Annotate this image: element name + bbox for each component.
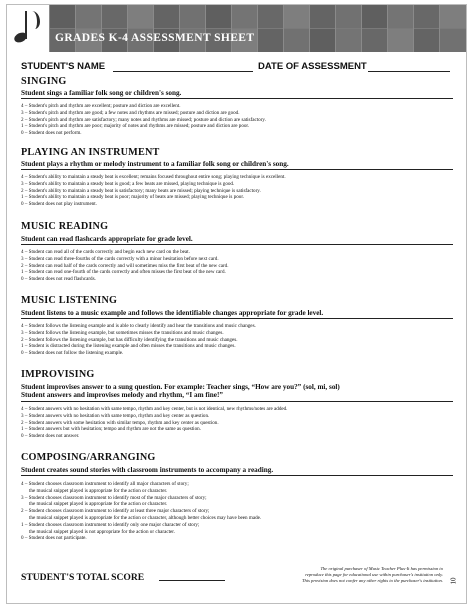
scoring-criteria — [21, 323, 461, 357]
criterion: 2 – Student can read half of the cards correctly and will sometimes miss the first beat of the new card. — [21, 262, 229, 269]
criterion: 0 – Student does not read flashcards. — [21, 276, 96, 283]
section-title-music-listening: MUSIC LISTENING — [21, 295, 118, 306]
criterion: 1 – Student's pitch and rhythm are poor; majority of notes and rhythms are missed; posture and diction are poor. — [21, 123, 250, 130]
criterion: 3 – Student follows the listening example, but sometimes misses the transitions and music changes. — [21, 329, 224, 336]
section-description: Student improvises answer to a sung question. For example: Teacher sings, “How are you?” (sol, mi, sol) Student answers and improvises melody and rhythm, “I am fine!” — [21, 383, 453, 402]
criterion: 4 – Student's pitch and rhythm are excellent; posture and diction are excellent. — [21, 103, 181, 109]
music-note-icon — [7, 5, 49, 52]
criterion: 4 – Student's ability to maintain a steady beat is excellent; remains focused throughout entire song; playing technique is excellent. — [21, 174, 286, 180]
criterion-continuation: the musical snippet played is not appropriate for the action or character. — [29, 528, 175, 535]
sheet-title: GRADES K-4 ASSESSMENT SHEET — [55, 32, 255, 44]
criterion: 2 – Student follows the listening example, but has difficulty identifying the transitions and music changes. — [21, 336, 238, 343]
scoring-criteria — [21, 249, 461, 283]
criterion: 1 – Student can read one-fourth of the cards correctly and often misses the first beat of the new card. — [21, 269, 226, 276]
criterion: 0 – Student does not answer. — [21, 433, 80, 440]
criterion: 2 – Student's ability to maintain a steady beat is satisfactory; many beats are missed; playing technique is satisfactory. — [21, 187, 261, 194]
criterion: 4 – Student follows the listening example and is able to clearly identify and hear the transitions and music changes. — [21, 323, 256, 329]
date-label: DATE OF ASSESSMENT — [258, 61, 367, 72]
student-name-label: STUDENT'S NAME — [21, 61, 106, 72]
criterion: 4 – Student can read all of the cards correctly and begin each new card on the beat. — [21, 249, 190, 255]
criterion: 2 – Student chooses classroom instrument to identify at least three major characters of story; — [21, 508, 210, 515]
criterion-continuation: the musical snippet played is appropriate for the action or character, although better choices may have been made. — [29, 514, 262, 521]
assessment-sheet — [6, 4, 467, 604]
section-title-singing: SINGING — [21, 76, 67, 87]
criterion-continuation: the musical snippet played is appropriate for the action or character. — [29, 501, 168, 508]
criterion: 1 – Student chooses classroom instrument to identify only one major character of story; — [21, 521, 200, 528]
criterion: 3 – Student can read three-fourths of the cards correctly with a minor hesitation before next card. — [21, 255, 219, 262]
date-field[interactable] — [368, 71, 450, 72]
scoring-criteria — [21, 103, 461, 137]
total-score-field[interactable] — [159, 580, 225, 581]
section-title-music-reading: MUSIC READING — [21, 221, 109, 232]
copyright-notice: The original purchaser of Music Teacher Plus-It has permission to reproduce this page for educational use within purchaser's institution only. This provision does not confer any other rights to the purchaser's institution. — [301, 566, 443, 584]
criterion: 3 – Student's ability to maintain a steady beat is good; a few beats are missed, playing technique is good. — [21, 180, 235, 187]
total-score-label: STUDENT'S TOTAL SCORE — [21, 572, 145, 583]
scoring-criteria — [21, 174, 461, 208]
scoring-criteria — [21, 481, 461, 542]
criterion: 3 – Student chooses classroom instrument to identify most of the major characters of story; — [21, 494, 207, 501]
page-number: 10 — [449, 577, 458, 585]
criterion: 0 – Student does not follow the listening example. — [21, 350, 124, 357]
section-title-playing-instrument: PLAYING AN INSTRUMENT — [21, 147, 160, 158]
criterion: 0 – Student does not play instrument. — [21, 201, 97, 208]
criterion: 3 – Student answers with no hesitation with same tempo, rhythm and key center as question. — [21, 412, 210, 419]
section-description: Student plays a rhythm or melody instrument to a familiar folk song or children's song. — [21, 160, 453, 170]
criterion-continuation: the musical snippet played is appropriate for the action or character. — [29, 487, 168, 494]
criterion: 4 – Student answers with no hesitation with same tempo, rhythm and key center, but is not identical, new rhythms/notes are added. — [21, 406, 288, 412]
section-description: Student listens to a music example and follows the identifiable changes appropriate for grade level. — [21, 309, 453, 319]
section-description: Student sings a familiar folk song or children's song. — [21, 89, 453, 99]
criterion: 1 – Student's ability to maintain a steady beat is poor; majority of beats are missed; playing technique is poor. — [21, 194, 245, 201]
criterion: 0 – Student does not participate. — [21, 535, 87, 542]
criterion: 0 – Student does not perform. — [21, 130, 82, 137]
criterion: 3 – Student's pitch and rhythm are good; a few notes and rhythms are missed; posture and diction are good. — [21, 109, 240, 116]
criterion: 1 – Student answers but with hesitation; tempo and rhythm are not the same as question. — [21, 426, 201, 433]
criterion: 1 – Student is distracted during the listening example and often misses the transitions and music changes. — [21, 343, 236, 350]
scoring-criteria — [21, 406, 461, 440]
criterion: 4 – Student chooses classroom instrument to identify all major characters of story; — [21, 481, 189, 487]
student-name-field[interactable] — [113, 71, 253, 72]
title-banner — [7, 5, 466, 52]
criterion: 2 – Student's pitch and rhythm are satisfactory; many notes and rhythms are missed; posture and diction are satisfactory. — [21, 116, 266, 123]
section-description: Student can read flashcards appropriate for grade level. — [21, 235, 453, 245]
section-description: Student creates sound stories with classroom instruments to accompany a reading. — [21, 466, 453, 476]
section-title-improvising: IMPROVISING — [21, 369, 95, 380]
section-title-composing-arranging: COMPOSING/ARRANGING — [21, 452, 156, 463]
criterion: 2 – Student answers with some hesitation with similar tempo, rhythm and key center as question. — [21, 419, 219, 426]
